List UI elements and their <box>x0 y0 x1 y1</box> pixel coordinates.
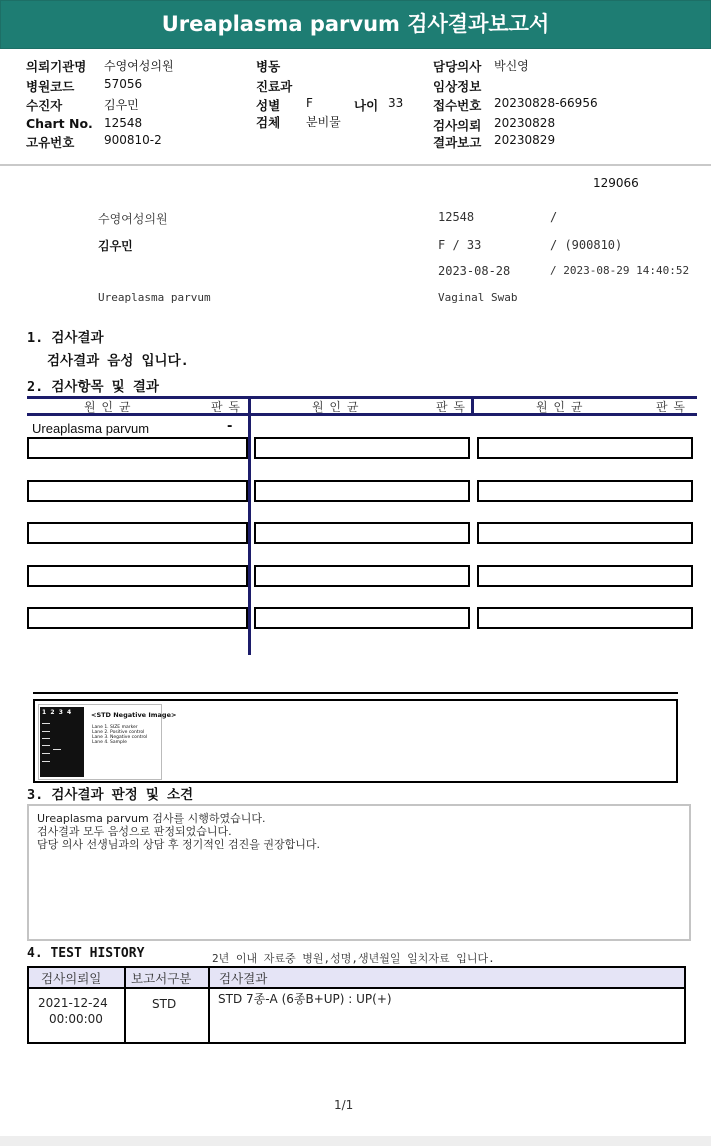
history-divider-2 <box>208 968 210 1042</box>
summary-chart: 12548 <box>438 210 475 224</box>
gel-panel-rule <box>33 692 678 694</box>
hosp-code-value: 57056 <box>104 77 143 91</box>
summary-code: 129066 <box>593 176 639 190</box>
result-slot <box>254 480 470 502</box>
summary-sex-age: F / 33 <box>438 238 482 252</box>
item-name: Ureaplasma parvum <box>32 421 150 436</box>
header-divider <box>0 164 711 166</box>
result-slot <box>477 437 693 459</box>
summary-slash: / <box>550 210 558 224</box>
page-number: 1/1 <box>334 1098 354 1112</box>
gel-title: <STD Negative Image> <box>91 711 177 719</box>
item-value: - <box>227 419 233 434</box>
gel-lane4: Lane 4. Sample <box>92 740 127 745</box>
summary-date1: 2023-08-28 <box>438 264 511 278</box>
result-slot <box>477 522 693 544</box>
gel-lane3: Lane 3. Negative control <box>92 735 148 740</box>
hosp-code-label: 병원코드 <box>26 79 75 94</box>
table-col-divider-1 <box>248 396 251 655</box>
opinion-line-1: Ureaplasma parvum 검사를 시행하였습니다. <box>37 812 266 825</box>
result-slot <box>27 437 248 459</box>
section3-heading: 3. 검사결과 판정 및 소견 <box>27 787 194 803</box>
dept-label: 진료과 <box>256 79 293 94</box>
opinion-line-2: 검사결과 모두 음성으로 판정되었습니다. <box>37 825 232 838</box>
summary-birth: / (900810) <box>550 238 623 252</box>
history-row-date: 2021-12-24 <box>38 996 108 1010</box>
receipt-label: 접수번호 <box>433 98 482 113</box>
col-judge-3: 판 독 <box>656 400 686 414</box>
specimen-label: 검체 <box>256 115 281 130</box>
col-pathogen-2: 원 인 균 <box>312 400 360 414</box>
request-label: 검사의뢰 <box>433 118 482 133</box>
result-label: 결과보고 <box>433 135 482 150</box>
history-row-result: STD 7종-A (6종B+UP) : UP(+) <box>218 992 392 1006</box>
summary-patient: 김우민 <box>98 239 133 253</box>
section1-heading: 1. 검사결과 <box>27 330 104 346</box>
col-judge-2: 판 독 <box>436 400 466 414</box>
result-slot <box>254 522 470 544</box>
summary-date2: / 2023-08-29 14:40:52 <box>550 264 690 277</box>
section4-heading: 4. TEST HISTORY <box>27 946 145 961</box>
summary-hospital: 수영여성의원 <box>98 212 168 226</box>
receipt-value: 20230828-66956 <box>494 96 598 110</box>
col-pathogen-1: 원 인 균 <box>84 400 132 414</box>
history-row-time: 00:00:00 <box>49 1012 103 1026</box>
gel-lane1: Lane 1. SIZE marker <box>92 725 138 730</box>
patient-value: 김우민 <box>104 98 139 112</box>
sex-label: 성별 <box>256 98 281 113</box>
history-note: 2년 이내 자료중 병원,성명,생년월일 일치자료 입니다. <box>212 952 495 965</box>
result-slot <box>254 437 470 459</box>
result-slot <box>27 480 248 502</box>
request-value: 20230828 <box>494 116 556 130</box>
col-pathogen-3: 원 인 균 <box>536 400 584 414</box>
clinical-label: 임상정보 <box>433 79 482 94</box>
table-col-divider-2 <box>471 396 474 416</box>
result-slot <box>27 522 248 544</box>
summary-specimen: Vaginal Swab <box>438 291 518 304</box>
specimen-value: 분비물 <box>306 115 341 129</box>
uid-label: 고유번호 <box>26 135 75 150</box>
doctor-value: 박신영 <box>494 59 529 73</box>
chart-value: 12548 <box>104 116 143 130</box>
sex-value: F <box>306 96 313 110</box>
history-col-type: 보고서구분 <box>131 971 192 986</box>
hospital-value: 수영여성의원 <box>104 59 174 73</box>
result-slot <box>27 607 248 629</box>
page-bottom-bar <box>0 1136 711 1146</box>
result-slot <box>477 565 693 587</box>
history-col-date: 검사의뢰일 <box>41 971 102 986</box>
gel-lane2: Lane 2. Positive control <box>92 730 145 735</box>
hospital-label: 의뢰기관명 <box>26 59 87 74</box>
age-value: 33 <box>388 96 404 110</box>
history-table <box>27 966 686 1044</box>
report-title: Ureaplasma parvum 검사결과보고서 <box>0 0 711 49</box>
result-value: 20230829 <box>494 133 556 147</box>
result-slot <box>477 480 693 502</box>
section2-heading: 2. 검사항목 및 결과 <box>27 379 159 395</box>
age-label: 나이 <box>354 98 379 113</box>
history-header-row <box>29 968 684 989</box>
ward-label: 병동 <box>256 59 281 74</box>
result-slot <box>27 565 248 587</box>
result-slot <box>254 607 470 629</box>
col-judge-1: 판 독 <box>211 400 241 414</box>
opinion-box <box>27 804 691 941</box>
gel-photo <box>40 707 84 777</box>
summary-test: Ureaplasma parvum <box>98 291 211 304</box>
opinion-line-3: 담당 의사 선생님과의 상담 후 정기적인 검진을 권장합니다. <box>37 838 320 851</box>
result-slot <box>477 607 693 629</box>
history-col-result: 검사결과 <box>219 971 268 986</box>
gel-lane-numbers: 1 2 3 4 <box>42 709 72 716</box>
chart-label: Chart No. <box>26 116 93 131</box>
section1-result: 검사결과 음성 입니다. <box>47 353 189 369</box>
patient-label: 수진자 <box>26 98 63 113</box>
result-slot <box>254 565 470 587</box>
uid-value: 900810-2 <box>104 133 162 147</box>
history-row-type: STD <box>152 997 177 1011</box>
history-divider-1 <box>124 968 126 1042</box>
doctor-label: 담당의사 <box>433 59 482 74</box>
